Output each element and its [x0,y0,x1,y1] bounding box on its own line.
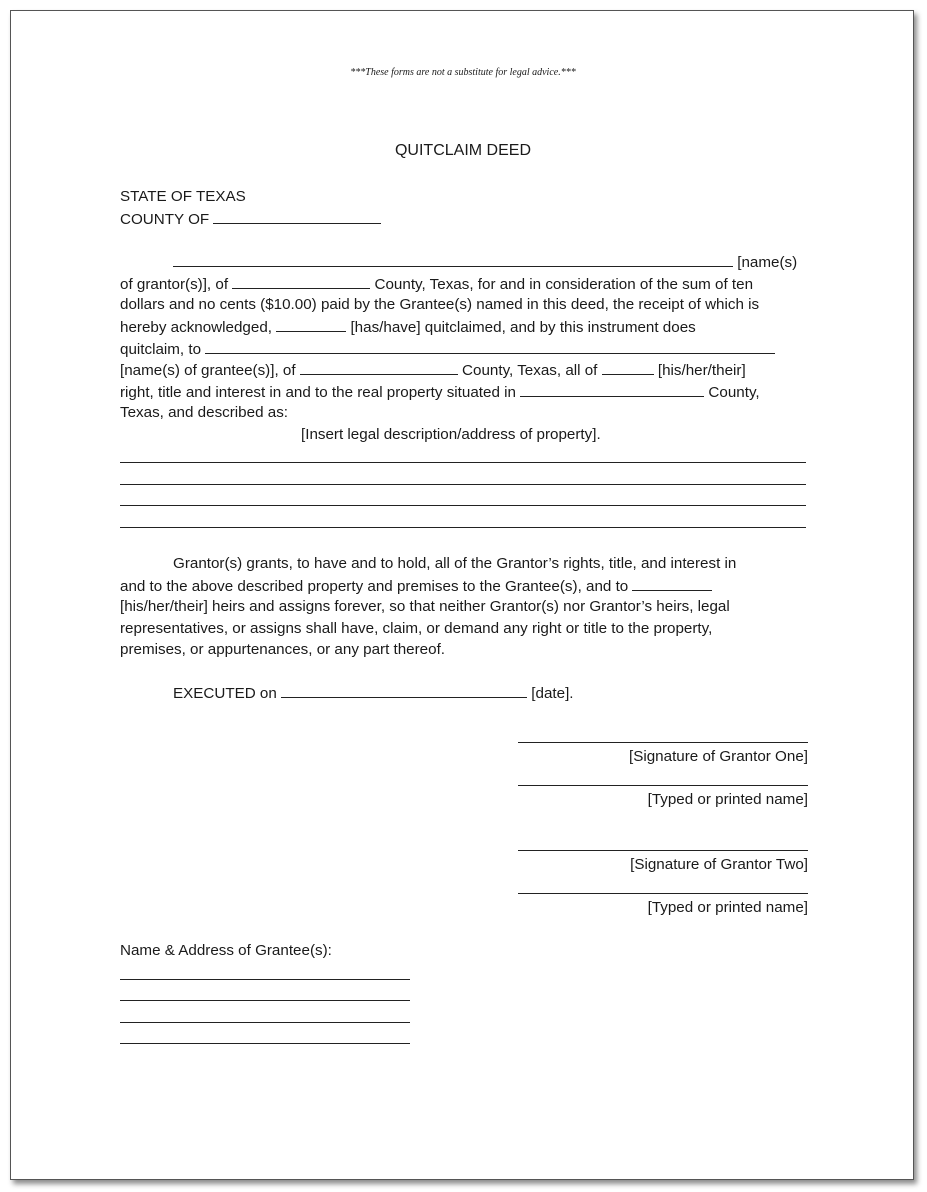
executed-date-label: [date]. [531,685,574,702]
document-page [10,10,914,1180]
grantor-two-name-line[interactable] [518,893,808,894]
document-title: QUITCLAIM DEED [394,142,531,159]
p1-l4a: hereby acknowledged, [120,319,272,336]
grantee-address-label: Name & Address of Grantee(s): [120,942,332,959]
grantee-address-line-4[interactable] [120,1043,410,1044]
p2-line1: Grantor(s) grants, to have and to hold, all of the Grantor’s rights, title, and interest in [173,555,737,572]
p1-l6b: County, Texas, all of [462,362,598,379]
p1-l6c: [his/her/their] [657,362,746,379]
legal-description-placeholder: [Insert legal description/address of property]. [301,426,601,443]
county-blank[interactable] [213,208,381,224]
p1-l1-text: [name(s) [737,254,798,271]
description-line-1[interactable] [120,462,806,463]
p1-line1 [173,251,797,274]
grantor-two-signature-label: [Signature of Grantor Two] [630,856,808,873]
p1-line6 [120,359,746,382]
p2-line4: representatives, or assigns shall have, claim, or demand any right or title to the property, [120,620,713,637]
description-line-4[interactable] [120,527,806,528]
has-have-blank[interactable] [276,316,346,332]
p2-line5: premises, or appurtenances, or any part thereof. [120,641,446,658]
grantor-one-signature-line[interactable] [518,742,808,743]
executed-line [173,682,574,705]
p1-line8: Texas, and described as: [120,404,289,421]
county-label: COUNTY OF [120,211,210,228]
p1-l5a: quitclaim, to [120,341,202,358]
executed-date-blank[interactable] [281,682,527,698]
p1-l6a: [name(s) of grantee(s)], of [120,362,296,379]
grantor-two-signature-line[interactable] [518,850,808,851]
p1-line3: dollars and no cents ($10.00) paid by the Grantee(s) named in this deed, the receipt of which is [120,296,760,313]
p1-l2a: of grantor(s)], of [120,276,229,293]
p1-line5 [120,338,775,361]
grantee-county-blank[interactable] [300,359,458,375]
county-line [120,208,381,231]
grantor-name-blank[interactable] [173,251,733,267]
p1-line2 [120,273,753,296]
p1-l2b: County, Texas, for and in consideration of the sum of ten [374,276,754,293]
p1-line7 [120,381,760,404]
grantor-county-blank[interactable] [232,273,370,289]
property-county-blank[interactable] [520,381,704,397]
p1-l7b: County, [708,384,760,401]
grantee-address-line-1[interactable] [120,979,410,980]
grantor-one-name-line[interactable] [518,785,808,786]
heirs-blank[interactable] [632,575,712,591]
grantor-one-name-label: [Typed or printed name] [647,791,808,808]
executed-label: EXECUTED on [173,685,277,702]
grantor-one-signature-label: [Signature of Grantor One] [629,748,808,765]
description-line-3[interactable] [120,505,806,506]
p2-line2 [120,575,712,598]
grantee-name-blank[interactable] [205,338,775,354]
p1-l4b: [has/have] quitclaimed, and by this instrument does [350,319,696,336]
p2-line3: [his/her/their] heirs and assigns forever, so that neither Grantor(s) nor Grantor’s heirs, legal [120,598,730,615]
grantor-two-name-label: [Typed or printed name] [647,899,808,916]
state-line: STATE OF TEXAS [120,188,246,205]
grantee-address-line-3[interactable] [120,1022,410,1023]
grantee-address-line-2[interactable] [120,1000,410,1001]
p1-line4 [120,316,696,339]
p1-l7a: right, title and interest in and to the real property situated in [120,384,516,401]
his-her-blank[interactable] [602,359,654,375]
p2-l2a: and to the above described property and premises to the Grantee(s), and to [120,578,629,595]
description-line-2[interactable] [120,484,806,485]
legal-notice: ***These forms are not a substitute for legal advice.*** [350,67,576,78]
